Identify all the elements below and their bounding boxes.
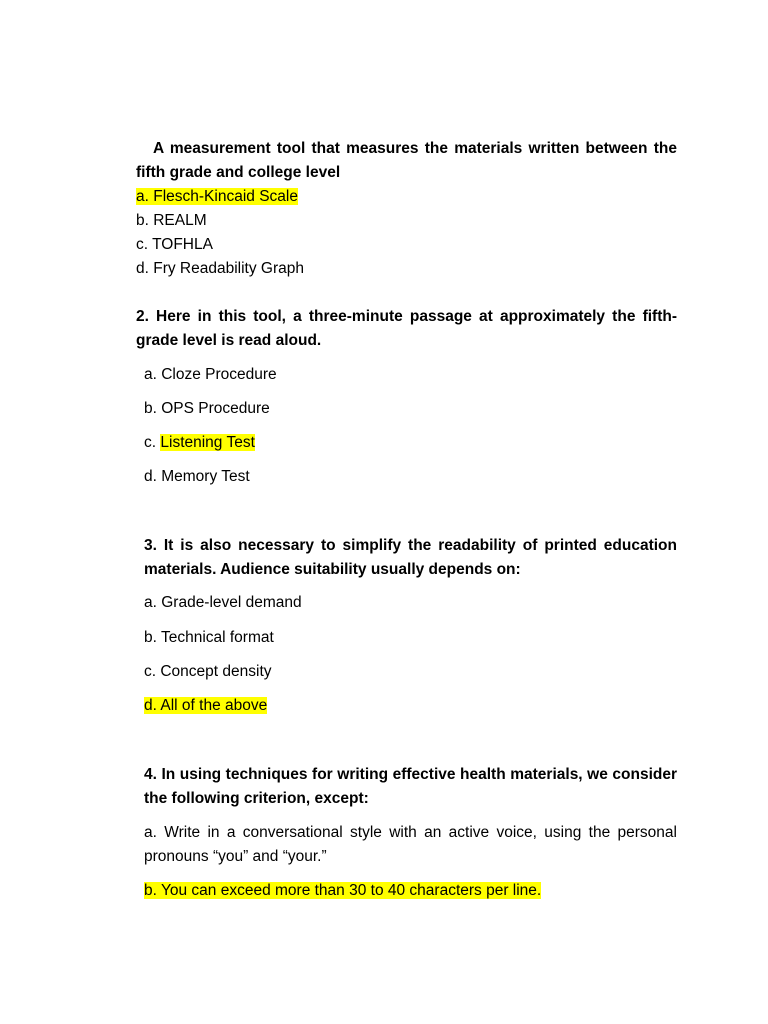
answer-highlight: d. All of the above xyxy=(144,697,268,714)
question-3-stem: 3. It is also necessary to simplify the readability of printed education materials. Audience suitability usually depends on: xyxy=(144,537,677,578)
question-4-stem: 4. In using techniques for writing effective health materials, we consider the following criterion, except: xyxy=(144,766,677,807)
question-1-option-d: d. Fry Readability Graph xyxy=(136,260,304,277)
answer-highlight: b. You can exceed more than 30 to 40 characters per line. xyxy=(144,882,542,899)
question-3-option-d xyxy=(144,694,267,718)
question-1-stem: A measurement tool that measures the materials written between the fifth grade and college level xyxy=(136,140,677,181)
question-1-option-b: b. REALM xyxy=(136,212,207,229)
question-2-stem: 2. Here in this tool, a three-minute passage at approximately the fifth-grade level is read aloud. xyxy=(136,308,677,349)
question-3-option-c: c. Concept density xyxy=(144,663,272,680)
answer-highlight: a. Flesch-Kincaid Scale xyxy=(136,188,298,205)
question-2-option-d: d. Memory Test xyxy=(144,468,250,485)
question-4-option-a: a. Write in a conversational style with an active voice, using the personal pronouns “you” and “your.” xyxy=(144,824,677,865)
question-4-option-b xyxy=(144,879,541,903)
question-2-option-b: b. OPS Procedure xyxy=(144,400,270,417)
question-3-option-a: a. Grade-level demand xyxy=(144,594,302,611)
question-1-option-a xyxy=(136,185,298,209)
question-2-option-a: a. Cloze Procedure xyxy=(144,366,277,383)
question-1-option-c: c. TOFHLA xyxy=(136,236,213,253)
question-3-option-b: b. Technical format xyxy=(144,629,274,646)
question-2-option-c xyxy=(144,431,255,455)
answer-highlight: Listening Test xyxy=(160,434,255,451)
option-prefix: c. xyxy=(144,434,161,451)
